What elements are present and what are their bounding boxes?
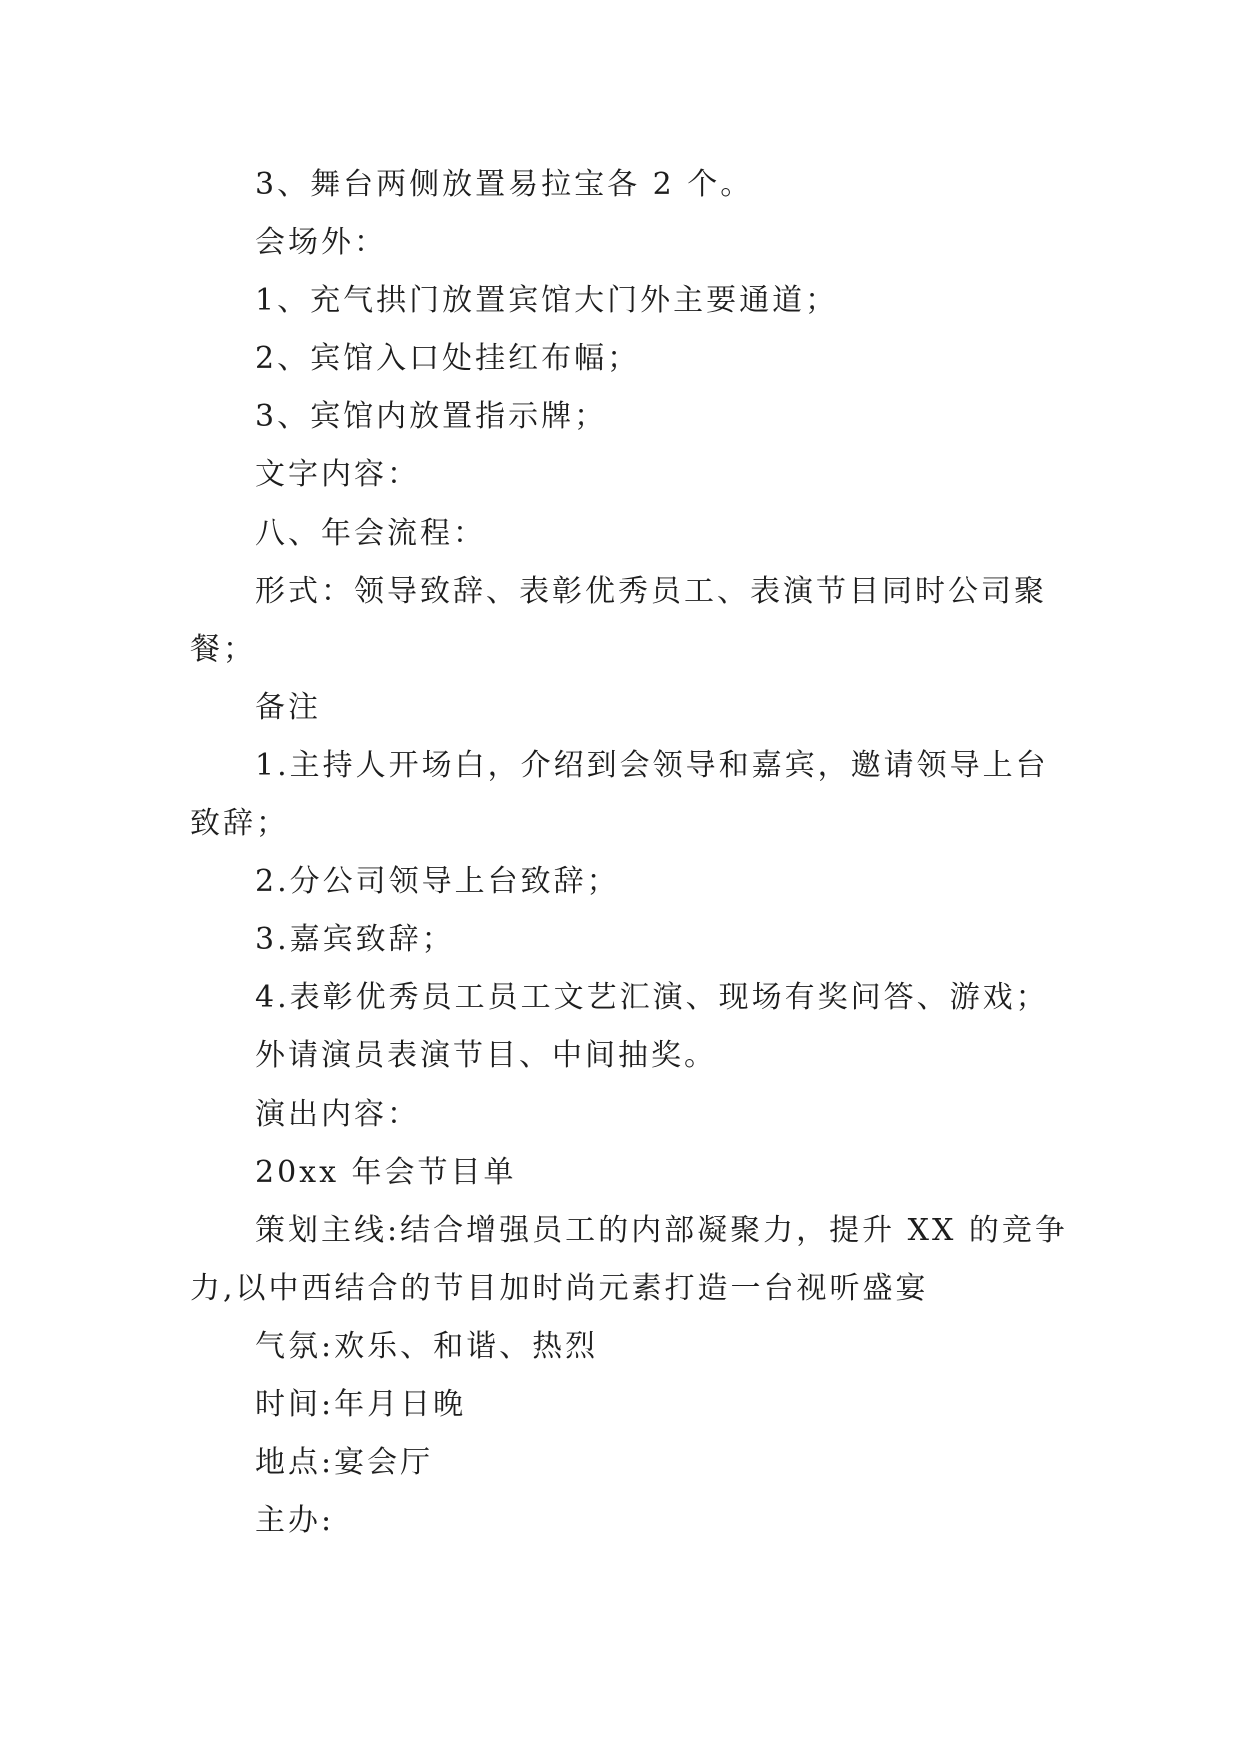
paragraph-list-item (190, 969, 1090, 1027)
text-line: 2.分公司领导上台致辞； (255, 864, 620, 900)
text-line: 会场外： (255, 225, 387, 261)
paragraph-program-title (190, 1144, 1090, 1202)
text-line: 八、年会流程： (255, 515, 486, 551)
paragraph (190, 1027, 1090, 1085)
text-line: 3.嘉宾致辞； (255, 922, 455, 958)
text-line: 备注 (255, 689, 321, 725)
paragraph-stage-signs (190, 156, 1090, 214)
paragraph-location (190, 1434, 1090, 1492)
text-line: 1、充气拱门放置宾馆大门外主要通道； (255, 283, 839, 319)
text-line: 形式：领导致辞、表彰优秀员工、表演节目同时公司聚 (255, 573, 1047, 609)
paragraph-list-item (190, 388, 1090, 446)
paragraph-list-item (190, 272, 1090, 330)
paragraph-outside-venue-heading (190, 214, 1090, 272)
text-line: 3、舞台两侧放置易拉宝各 2 个。 (255, 167, 754, 202)
document-body (190, 156, 1090, 1550)
text-line: 时间:年月日晚 (255, 1386, 467, 1422)
text-line: 2、宾馆入口处挂红布幅； (255, 341, 641, 377)
paragraph-format (190, 563, 1090, 679)
text-line: 主办: (255, 1503, 335, 1539)
section-heading (190, 505, 1090, 563)
text-line: 1.主持人开场白，介绍到会领导和嘉宾，邀请领导上台 (255, 747, 1049, 783)
paragraph-list-item (190, 737, 1090, 853)
text-line: 演出内容： (255, 1096, 420, 1132)
text-line: 文字内容： (255, 457, 420, 493)
text-line: 气氛:欢乐、和谐、热烈 (255, 1328, 599, 1364)
paragraph-list-item (190, 330, 1090, 388)
paragraph-text-content-heading (190, 446, 1090, 504)
paragraph-notes-heading (190, 679, 1090, 737)
paragraph-list-item (190, 853, 1090, 911)
text-line: 策划主线:结合增强员工的内部凝聚力，提升 XX 的竞争 (255, 1212, 1068, 1248)
text-line: 地点:宴会厅 (255, 1445, 434, 1481)
paragraph-main-theme (190, 1202, 1090, 1318)
paragraph-atmosphere (190, 1318, 1090, 1376)
paragraph-time (190, 1376, 1090, 1434)
text-line: 致辞； (190, 806, 289, 842)
text-line: 餐； (190, 631, 256, 667)
text-line: 3、宾馆内放置指示牌； (255, 399, 608, 435)
text-line: 4.表彰优秀员工员工文艺汇演、现场有奖问答、游戏； (255, 980, 1049, 1016)
paragraph-host (190, 1492, 1090, 1550)
text-line: 外请演员表演节目、中间抽奖。 (255, 1038, 717, 1074)
paragraph-performance-heading (190, 1086, 1090, 1144)
text-line: 20xx 年会节目单 (255, 1154, 517, 1190)
text-line: 力,以中西结合的节目加时尚元素打造一台视听盛宴 (190, 1270, 929, 1306)
paragraph-list-item (190, 911, 1090, 969)
